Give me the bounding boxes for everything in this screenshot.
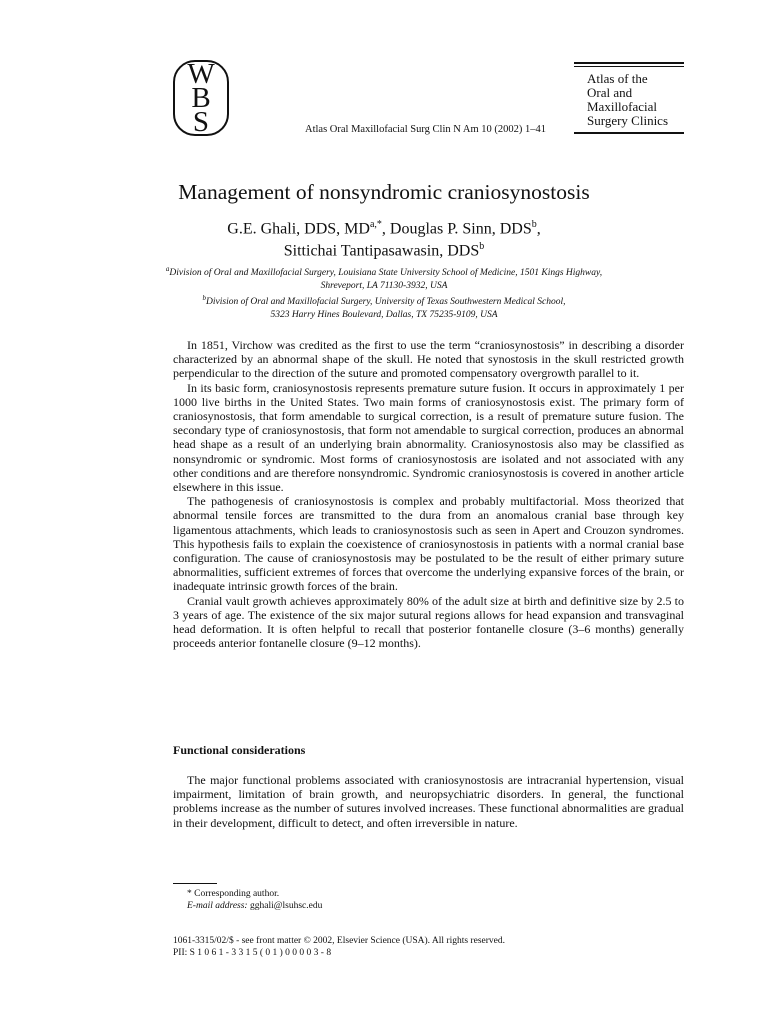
- footnote-divider: [173, 883, 217, 884]
- logo-letter-s: S: [192, 106, 210, 138]
- front-matter: [173, 935, 505, 959]
- author-affil-sup: b: [479, 241, 485, 253]
- corresponding-author-note: * Corresponding author.: [187, 889, 280, 899]
- affiliations: [0, 263, 768, 322]
- body-paragraph: The pathogenesis of craniosynostosis is complex and probably multifactorial. Moss theorized that abnormal tensile forces are transmitted to the dura from an anomalous cranial base through key ligamentous attachments, which leads to craniosynostosis such as seen in Apert and Crouzon syndromes. This hypothesis fails to explain the coexistence of craniosynostosis in patients with a normal cranial base configuration. The cause of craniosynostosis may be postulated to be the result of either primary suture abnormalities, sufficient extremes of forces that overcome the underlying expansive forces of the brain, or inadequate intrinsic growth forces of the brain.: [173, 494, 684, 594]
- masthead-line: Surgery Clinics: [587, 113, 669, 128]
- author-affil-sup: a,: [369, 219, 377, 230]
- author-affil-sup: b: [531, 219, 537, 230]
- copyright-line: 1061-3315/02/$ - see front matter © 2002, Elsevier Science (USA). All rights reserved.: [173, 936, 505, 946]
- affil-sup: a: [165, 265, 170, 273]
- article-body: [173, 338, 684, 650]
- footnote: [187, 888, 322, 912]
- email-label: E-mail address:: [187, 901, 248, 911]
- masthead-rule-top: [574, 62, 684, 64]
- body-paragraph: The major functional problems associated with craniosynostosis are intracranial hypertension, visual impairment, limitation of brain growth, and neuropsychiatric disorders. In general, the functional problems increase as the number of sutures involved increases. These functional abnormalities are gradual in their development, difficult to detect, and often irreversible in nature.: [173, 773, 684, 830]
- email-address: gghali@lsuhsc.edu: [249, 901, 323, 911]
- logo-letter-b: B: [191, 82, 211, 114]
- section-body: [173, 773, 684, 830]
- masthead-line: Oral and: [587, 85, 633, 100]
- affiliation-text: Division of Oral and Maxillofacial Surgery, University of Texas Southwestern Medical School,: [206, 297, 566, 308]
- article-title: Management of nonsyndromic craniosynostosis: [178, 180, 590, 204]
- journal-masthead: [574, 62, 684, 134]
- affiliation-text: 5323 Harry Hines Boulevard, Dallas, TX 75235-9109, USA: [270, 310, 498, 321]
- body-paragraph: Cranial vault growth achieves approximately 80% of the adult size at birth and definitive size by 2.5 to 3 years of age. The existence of the six major sutural regions allows for head expansion and transvaginal head deformation. It is often helpful to recall that posterior fontanelle closure (3–6 months) generally proceeds anterior fontanelle closure (9–12 months).: [173, 593, 684, 651]
- author-separator: ,: [381, 220, 390, 238]
- masthead-title: [574, 67, 684, 132]
- author-separator: ,: [536, 220, 541, 238]
- masthead-line: Atlas of the: [587, 71, 648, 86]
- author-name: G.E. Ghali, DDS, MD: [227, 220, 370, 238]
- author-list: [0, 216, 768, 261]
- pii-line: PII: S 1 0 6 1 - 3 3 1 5 ( 0 1 ) 0 0 0 0 3 - 8: [173, 948, 332, 958]
- body-paragraph: In its basic form, craniosynostosis represents premature suture fusion. It occurs in approximately 1 per 1000 live births in the United States. Two main forms of craniosynostosis exist. The primary form of craniosynostosis, that form amendable to surgical correction, is a result of premature suture fusion. The secondary type of craniosynostosis, that form not amendable to surgical correction, produces an abnormal head shape as a result of an underlying brain abnormality. Craniosynostosis also may be classified as nonsyndromic or syndromic. Most forms of craniosynostosis are isolated and not associated with any other conditions and are therefore nonsyndromic. Syndromic craniosynostosis is covered in another article elsewhere in this issue.: [173, 380, 684, 495]
- affil-sup: b: [202, 294, 207, 303]
- logo-letter-w: W: [187, 58, 215, 90]
- body-paragraph: In 1851, Virchow was credited as the first to use the term “craniosynostosis” in describing a disorder characterized by an abnormal shape of the skull. He noted that synostosis in the skull restricted growth perpendicular to the direction of the suture and promoted compensatory overgrowth parallel to it.: [173, 338, 684, 381]
- journal-citation: Atlas Oral Maxillofacial Surg Clin N Am 10 (2002) 1–41: [305, 124, 546, 135]
- section-heading: Functional considerations: [173, 743, 306, 757]
- corresponding-marker: *: [376, 219, 382, 230]
- author-name: Sittichai Tantipasawasin, DDS: [283, 242, 480, 260]
- author-name: Douglas P. Sinn, DDS: [389, 220, 532, 238]
- publisher-logo: [173, 60, 229, 136]
- affiliation-text: Shreveport, LA 71130-3932, USA: [320, 280, 448, 291]
- masthead-rule-bottom: [574, 132, 684, 134]
- affiliation-text: Division of Oral and Maxillofacial Surgery, Louisiana State University School of Medicine, 1501 Kings Highway,: [169, 268, 603, 279]
- masthead-line: Maxillofacial: [587, 99, 658, 114]
